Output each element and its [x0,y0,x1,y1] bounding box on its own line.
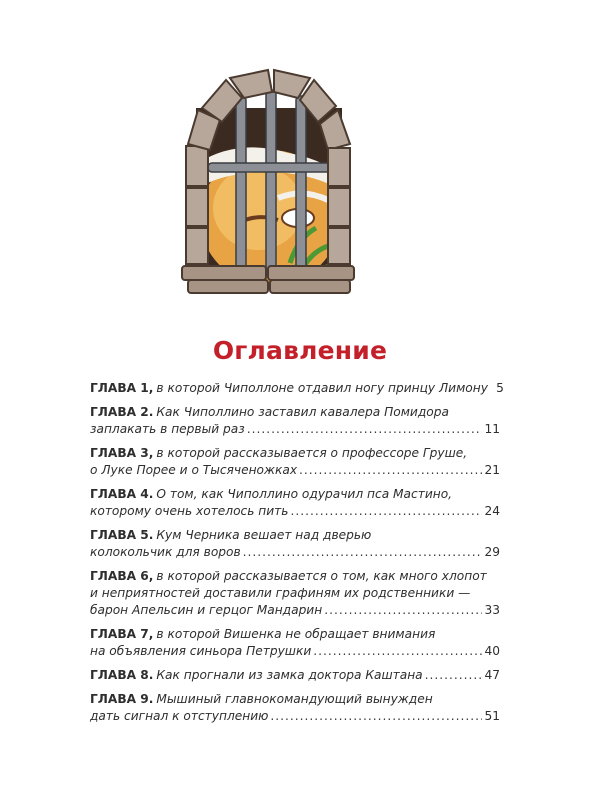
chapter-title-cont: о Луке Порее и о Тысяченожках [90,463,298,477]
toc-entry-1[interactable] [90,380,504,397]
toc-entry-2[interactable] [90,404,500,438]
page-number: 11 [484,422,500,436]
toc-entry-9[interactable] [90,691,500,725]
chapter-label: ГЛАВА 4. [90,487,154,501]
onion-prisoner-illustration [178,68,358,296]
page-number: 21 [484,463,500,477]
toc-entry-5[interactable] [90,527,500,561]
page-number: 5 [496,381,504,395]
dot-leader [243,544,483,561]
chapter-label: ГЛАВА 3, [90,446,154,460]
page-number: 24 [484,504,500,518]
chapter-label: ГЛАВА 2. [90,405,154,419]
table-of-contents [90,380,504,732]
page-number: 40 [484,644,500,658]
dot-leader [324,602,482,619]
dot-leader [299,462,482,479]
page-number: 29 [484,545,500,559]
dot-leader [290,503,482,520]
chapter-label: ГЛАВА 8. [90,668,154,682]
chapter-title: О том, как Чиполлино одурачил пса Мастино, [156,487,453,501]
chapter-title-cont: заплакать в первый раз [90,422,245,436]
chapter-label: ГЛАВА 5. [90,528,154,542]
chapter-label: ГЛАВА 9. [90,692,154,706]
page-number: 51 [484,709,500,723]
page-number: 33 [484,603,500,617]
toc-entry-3[interactable] [90,445,500,479]
dot-leader [425,667,483,684]
chapter-title: Как Чиполлино заставил кавалера Помидора [156,405,449,419]
toc-entry-8[interactable] [90,667,500,684]
chapter-title: в которой рассказывается о профессоре Груше, [156,446,468,460]
dot-leader [247,421,483,438]
chapter-title-cont: колокольчик для воров [90,545,241,559]
page-title: Оглавление [212,336,388,365]
chapter-title-cont: дать сигнал к отступлению [90,709,269,723]
chapter-title: в которой Чиполлоне отдавил ногу принцу Лимону [156,381,488,395]
chapter-label: ГЛАВА 7, [90,627,154,641]
dot-leader [270,708,482,725]
chapter-label: ГЛАВА 1, [90,381,154,395]
chapter-title-cont: и неприятностей доставили графиням их родственники — [90,586,471,600]
chapter-label: ГЛАВА 6, [90,569,154,583]
chapter-title-cont: барон Апельсин и герцог Мандарин [90,603,323,617]
chapter-title: в которой рассказывается о том, как много хлопот [156,569,487,583]
toc-entry-6[interactable] [90,568,500,619]
chapter-title-cont: которому очень хотелось пить [90,504,289,518]
chapter-title: Как прогнали из замка доктора Каштана [156,668,423,682]
chapter-title-cont: на объявления синьора Петрушки [90,644,312,658]
chapter-title: Кум Черника вешает над дверью [156,528,372,542]
toc-entry-7[interactable] [90,626,500,660]
chapter-title: в которой Вишенка не обращает внимания [156,627,436,641]
toc-entry-4[interactable] [90,486,500,520]
dot-leader [313,643,482,660]
chapter-title: Мышиный главнокомандующий вынужден [156,692,433,706]
page-number: 47 [484,668,500,682]
